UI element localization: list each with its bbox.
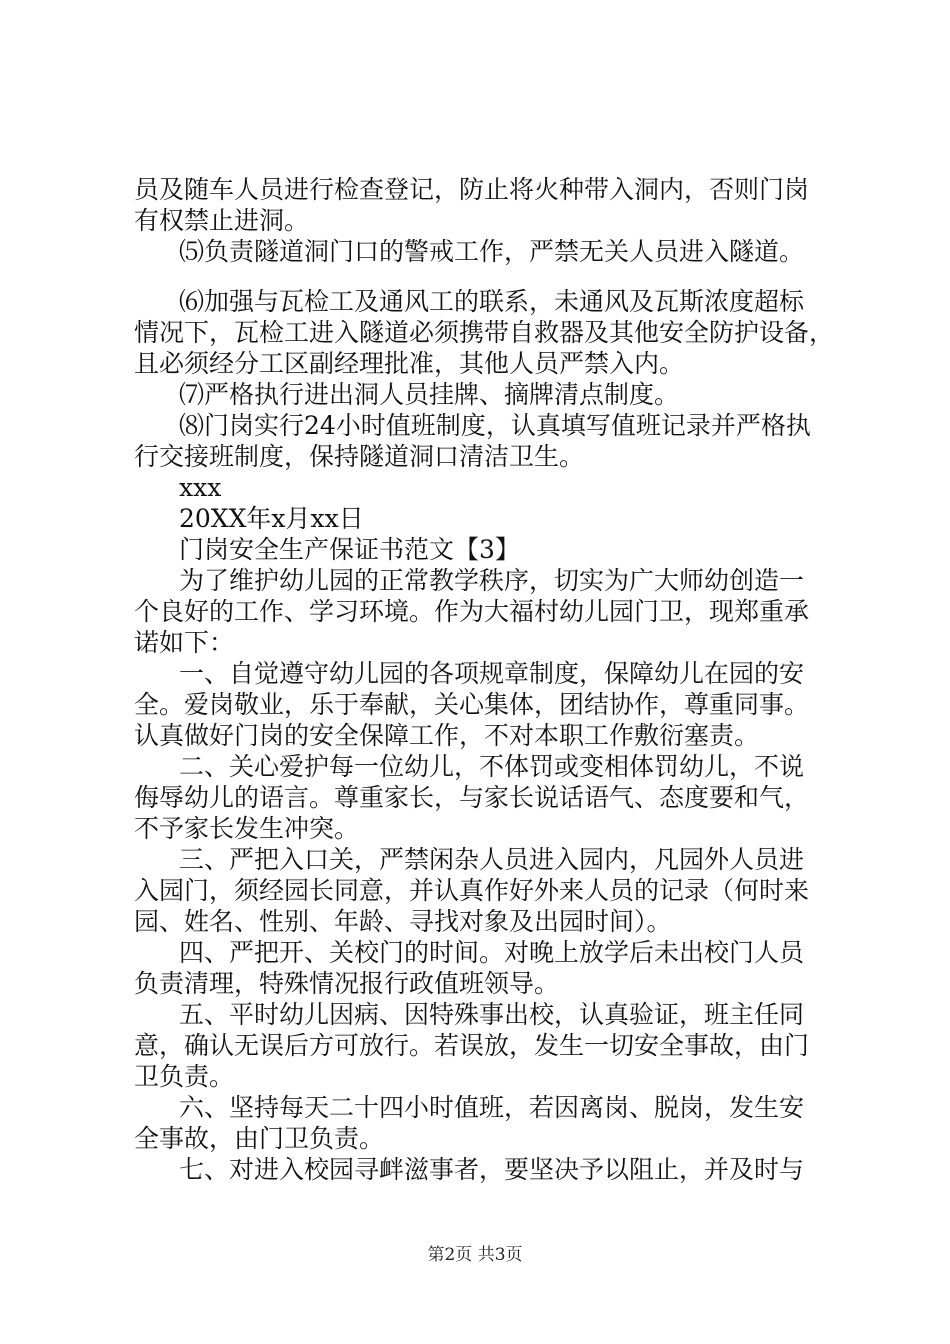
text-line: 一、自觉遵守幼儿园的各项规章制度，保障幼儿在园的安 (179, 659, 805, 688)
text-line: xxx (179, 473, 222, 502)
text-line: 个良好的工作、学习环境。作为大福村幼儿园门卫，现郑重承 (134, 597, 810, 626)
text-line: 意，确认无误后方可放行。若误放，发生一切安全事故，由门 (134, 1031, 810, 1060)
text-line: 三、严把入口关，严禁闲杂人员进入园内，凡园外人员进 (179, 845, 805, 874)
text-line: 四、严把开、关校门的时间。对晚上放学后未出校门人员 (179, 938, 805, 967)
text-line: 为了维护幼儿园的正常教学秩序，切实为广大师幼创造一 (179, 566, 805, 595)
text-line: 卫负责。 (134, 1062, 235, 1091)
text-line: 有权禁止进洞。 (134, 206, 310, 235)
text-line: ⑹加强与瓦检工及通风工的联系，未通风及瓦斯浓度超标 (179, 287, 805, 316)
text-line: 情况下，瓦检工进入隧道必须携带自救器及其他安全防护设备， (134, 318, 835, 347)
text-line: 门岗安全生产保证书范文【3】 (179, 535, 520, 564)
text-line: 不予家长发生冲突。 (134, 814, 360, 843)
text-line: 全。爱岗敬业，乐于奉献，关心集体，团结协作，尊重同事。 (134, 690, 810, 719)
text-line: 二、关心爱护每一位幼儿，不体罚或变相体罚幼儿，不说 (179, 752, 805, 781)
text-line: 六、坚持每天二十四小时值班，若因离岗、脱岗，发生安 (179, 1093, 805, 1122)
page-footer: 第2页 共3页 (427, 1245, 523, 1265)
text-line: ⑺严格执行进出洞人员挂牌、摘牌清点制度。 (179, 380, 680, 409)
text-line: ⑻门岗实行24小时值班制度，认真填写值班记录并严格执 (179, 411, 811, 440)
text-line: ⑸负责隧道洞门口的警戒工作，严禁无关人员进入隧道。 (179, 237, 805, 266)
text-line: 行交接班制度，保持隧道洞口清洁卫生。 (134, 442, 585, 471)
paragraph-gap (134, 267, 834, 286)
text-line: 全事故，由门卫负责。 (134, 1124, 385, 1153)
document-body (134, 174, 834, 1185)
text-line: 园、姓名、性别、年龄、寻找对象及出园时间）。 (134, 907, 672, 936)
text-line: 且必须经分工区副经理批准，其他人员严禁入内。 (134, 349, 685, 378)
text-line: 员及随车人员进行检查登记，防止将火种带入洞内，否则门岗 (134, 175, 810, 204)
text-line: 五、平时幼儿因病、因特殊事出校，认真验证，班主任同 (179, 1000, 805, 1029)
text-line: 认真做好门岗的安全保障工作，不对本职工作敷衍塞责。 (134, 721, 760, 750)
text-line: 入园门，须经园长同意，并认真作好外来人员的记录（何时来 (134, 876, 810, 905)
text-line: 七、对进入校园寻衅滋事者，要坚决予以阻止，并及时与 (179, 1155, 805, 1184)
text-line: 侮辱幼儿的语言。尊重家长，与家长说话语气、态度要和气， (134, 783, 810, 812)
text-line: 20XX年x月xx日 (179, 504, 364, 533)
text-line: 负责清理，特殊情况报行政值班领导。 (134, 969, 560, 998)
text-line: 诺如下： (134, 628, 235, 657)
